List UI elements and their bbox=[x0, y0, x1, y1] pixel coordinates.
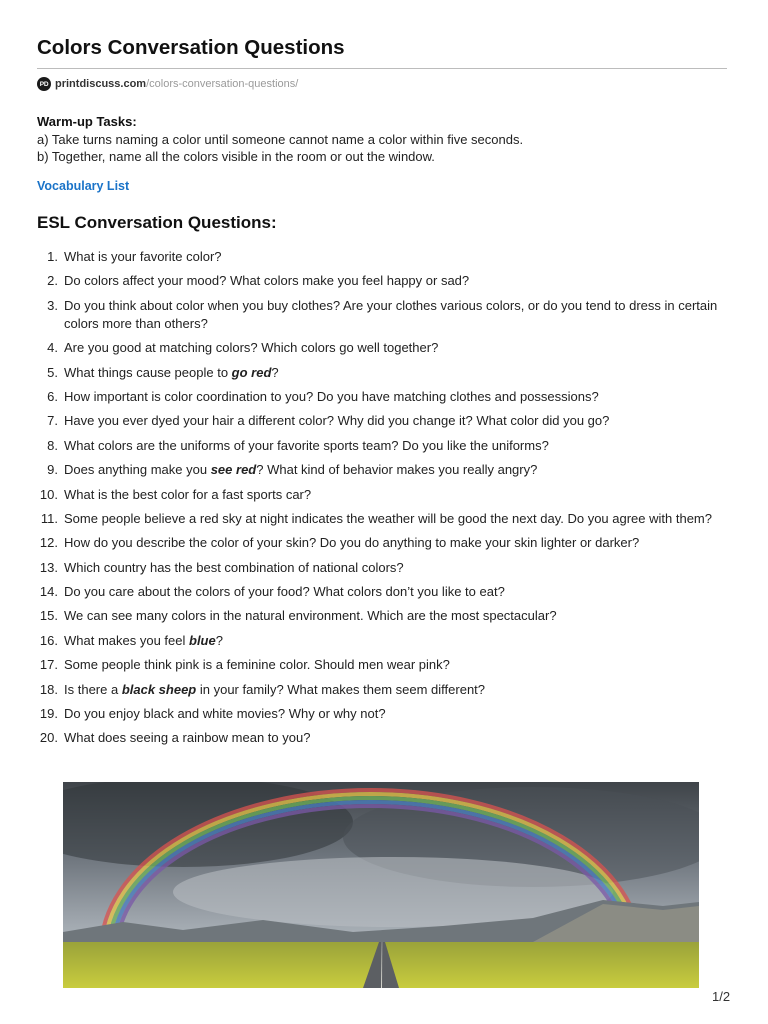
source-link[interactable] bbox=[55, 78, 298, 90]
question-item bbox=[37, 632, 727, 650]
source-line bbox=[37, 75, 298, 93]
question-text: What does seeing a rainbow mean to you? bbox=[64, 730, 311, 746]
warmup-task: a) Take turns naming a color until someone cannot name a color within five seconds. bbox=[37, 131, 524, 147]
question-item bbox=[37, 486, 727, 504]
question-number: 2. bbox=[47, 273, 58, 289]
idiom-emphasis: see red bbox=[210, 462, 257, 478]
title-divider bbox=[37, 68, 727, 69]
question-text: What is the best color for a fast sports car? bbox=[64, 486, 312, 502]
question-text: Some people think pink is a feminine color. Should men wear pink? bbox=[64, 657, 450, 673]
question-number: 20. bbox=[39, 730, 58, 746]
question-item bbox=[37, 461, 727, 479]
question-text: What is your favorite color? bbox=[64, 249, 222, 264]
question-text: Have you ever dyed your hair a different color? Why did you change it? What color did you go? bbox=[64, 413, 610, 429]
question-text: Do you think about color when you buy clothes? Are your clothes various colors, or do you tend to dress in certain colors more than others? bbox=[64, 297, 718, 331]
question-item bbox=[37, 437, 727, 455]
pd-logo-icon: PD bbox=[37, 77, 51, 91]
question-number: 1. bbox=[47, 249, 58, 264]
question-text: Some people believe a red sky at night indicates the weather will be good the next day. Do you agree with them? bbox=[64, 510, 712, 526]
question-text: How important is color coordination to you? Do you have matching clothes and possessions? bbox=[64, 388, 599, 404]
vocabulary-list-link[interactable]: Vocabulary List bbox=[37, 179, 130, 193]
question-text bbox=[64, 681, 727, 699]
question-text: How do you describe the color of your skin? Do you do anything to make your skin lighter or darker? bbox=[64, 535, 640, 551]
idiom-emphasis: go red bbox=[231, 364, 272, 380]
question-number: 8. bbox=[47, 437, 58, 453]
question-item bbox=[37, 248, 727, 266]
question-text bbox=[64, 632, 727, 650]
question-number: 9. bbox=[47, 462, 58, 478]
question-text: Do colors affect your mood? What colors make you feel happy or sad? bbox=[64, 273, 470, 289]
question-text bbox=[64, 461, 727, 479]
warmup-section bbox=[37, 113, 523, 166]
question-item bbox=[37, 607, 727, 625]
question-number: 6. bbox=[47, 388, 58, 404]
question-text-part: ? bbox=[271, 364, 279, 380]
page-number: 1/2 bbox=[712, 989, 731, 1004]
question-item bbox=[37, 656, 727, 674]
question-number: 13. bbox=[39, 559, 58, 575]
question-number: 11. bbox=[40, 510, 58, 526]
question-number: 16. bbox=[39, 632, 58, 648]
question-number: 7. bbox=[47, 413, 58, 429]
question-text: Do you care about the colors of your food? What colors don’t you like to eat? bbox=[64, 584, 505, 600]
idiom-emphasis: black sheep bbox=[121, 681, 197, 697]
question-text-part: What makes you feel bbox=[64, 632, 189, 648]
question-text-part: in your family? What makes them seem different? bbox=[196, 681, 486, 697]
question-text: What colors are the uniforms of your favorite sports team? Do you like the uniforms? bbox=[64, 437, 549, 453]
question-item bbox=[37, 272, 727, 290]
page-title: Colors Conversation Questions bbox=[37, 36, 345, 59]
question-item bbox=[37, 510, 727, 528]
question-number: 18. bbox=[39, 681, 58, 697]
question-text-part: Does anything make you bbox=[64, 462, 211, 478]
question-number: 12. bbox=[39, 535, 58, 551]
question-text-part: What things cause people to bbox=[64, 364, 232, 380]
rainbow-photo bbox=[63, 782, 699, 988]
question-item bbox=[37, 388, 727, 406]
question-number: 19. bbox=[39, 706, 58, 722]
question-text-part: ? bbox=[215, 632, 223, 648]
question-text-part: ? What kind of behavior makes you really angry? bbox=[256, 462, 538, 478]
question-number: 17. bbox=[39, 657, 58, 673]
question-item bbox=[37, 412, 727, 430]
question-item bbox=[37, 559, 727, 577]
question-list bbox=[37, 248, 727, 754]
question-item bbox=[37, 364, 727, 382]
source-domain: printdiscuss.com bbox=[55, 78, 147, 90]
section-heading: ESL Conversation Questions: bbox=[37, 213, 277, 232]
question-number: 14. bbox=[39, 584, 58, 600]
question-item bbox=[37, 729, 727, 747]
question-number: 3. bbox=[47, 297, 58, 313]
question-item bbox=[37, 297, 727, 333]
question-text: Are you good at matching colors? Which colors go well together? bbox=[64, 340, 439, 356]
question-item bbox=[37, 705, 727, 723]
question-item bbox=[37, 339, 727, 357]
question-number: 15. bbox=[39, 608, 58, 624]
question-text: Do you enjoy black and white movies? Why or why not? bbox=[64, 706, 386, 722]
warmup-heading: Warm-up Tasks: bbox=[37, 114, 137, 129]
question-number: 4. bbox=[47, 340, 58, 356]
question-text: We can see many colors in the natural environment. Which are the most spectacular? bbox=[64, 608, 557, 624]
question-number: 10. bbox=[39, 486, 58, 502]
question-item bbox=[37, 534, 727, 552]
question-text-part: Is there a bbox=[64, 681, 122, 697]
warmup-task: b) Together, name all the colors visible in the room or out the window. bbox=[37, 149, 435, 164]
question-text: Which country has the best combination of national colors? bbox=[64, 559, 404, 575]
question-item bbox=[37, 583, 727, 601]
source-path: /colors-conversation-questions/ bbox=[146, 78, 299, 90]
question-item bbox=[37, 681, 727, 699]
question-text bbox=[64, 364, 727, 382]
idiom-emphasis: blue bbox=[189, 632, 216, 648]
question-number: 5. bbox=[47, 364, 58, 380]
